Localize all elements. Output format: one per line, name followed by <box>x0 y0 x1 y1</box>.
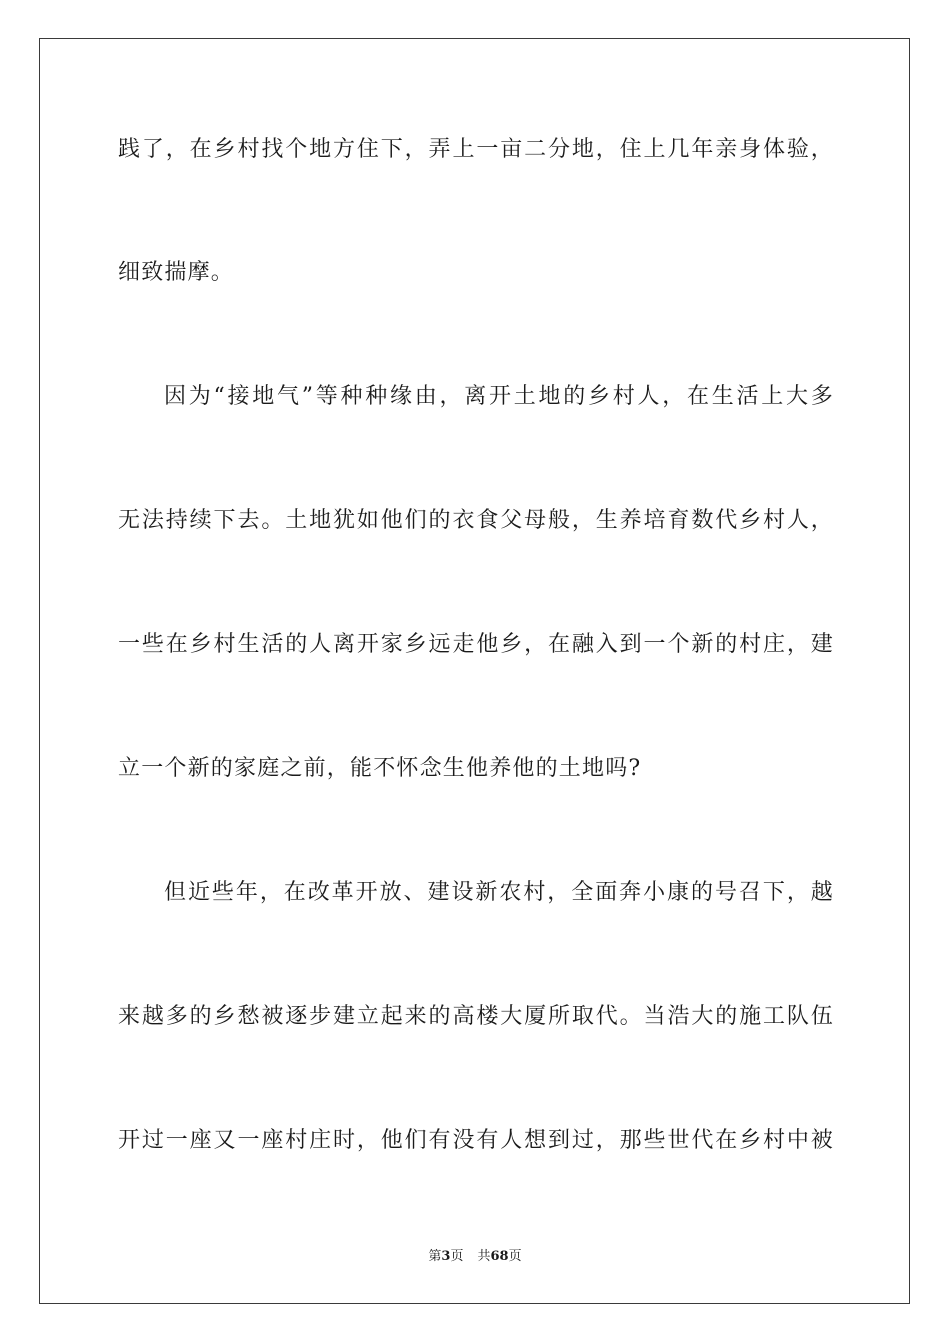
total-prefix: 共 <box>477 1249 491 1264</box>
page-number: 3 <box>441 1249 451 1264</box>
text-line: 细致揣摩。 <box>118 260 235 285</box>
total-pages: 68 <box>490 1249 509 1264</box>
page-suffix: 页 <box>450 1249 464 1264</box>
text-line: 来越多的乡愁被逐步建立起来的高楼大厦所取代。当浩大的施工队伍 <box>118 1004 834 1029</box>
page-frame <box>39 38 910 1304</box>
text-line: 践了，在乡村找个地方住下，弄上一亩二分地，住上几年亲身体验， <box>118 137 834 162</box>
text-line: 立一个新的家庭之前，能不怀念生他养他的土地吗? <box>118 756 642 781</box>
text-line: 一些在乡村生活的人离开家乡远走他乡，在融入到一个新的村庄，建 <box>118 632 834 657</box>
text-line: 因为“接地气”等种种缘由，离开土地的乡村人，在生活上大多 <box>164 384 834 409</box>
text-line: 无法持续下去。土地犹如他们的衣食父母般，生养培育数代乡村人， <box>118 508 834 533</box>
page-footer <box>0 1248 950 1266</box>
page-prefix: 第 <box>428 1249 442 1264</box>
text-line: 但近些年，在改革开放、建设新农村，全面奔小康的号召下，越 <box>164 880 834 905</box>
text-line: 开过一座又一座村庄时，他们有没有人想到过，那些世代在乡村中被 <box>118 1128 834 1153</box>
total-suffix: 页 <box>508 1249 522 1264</box>
